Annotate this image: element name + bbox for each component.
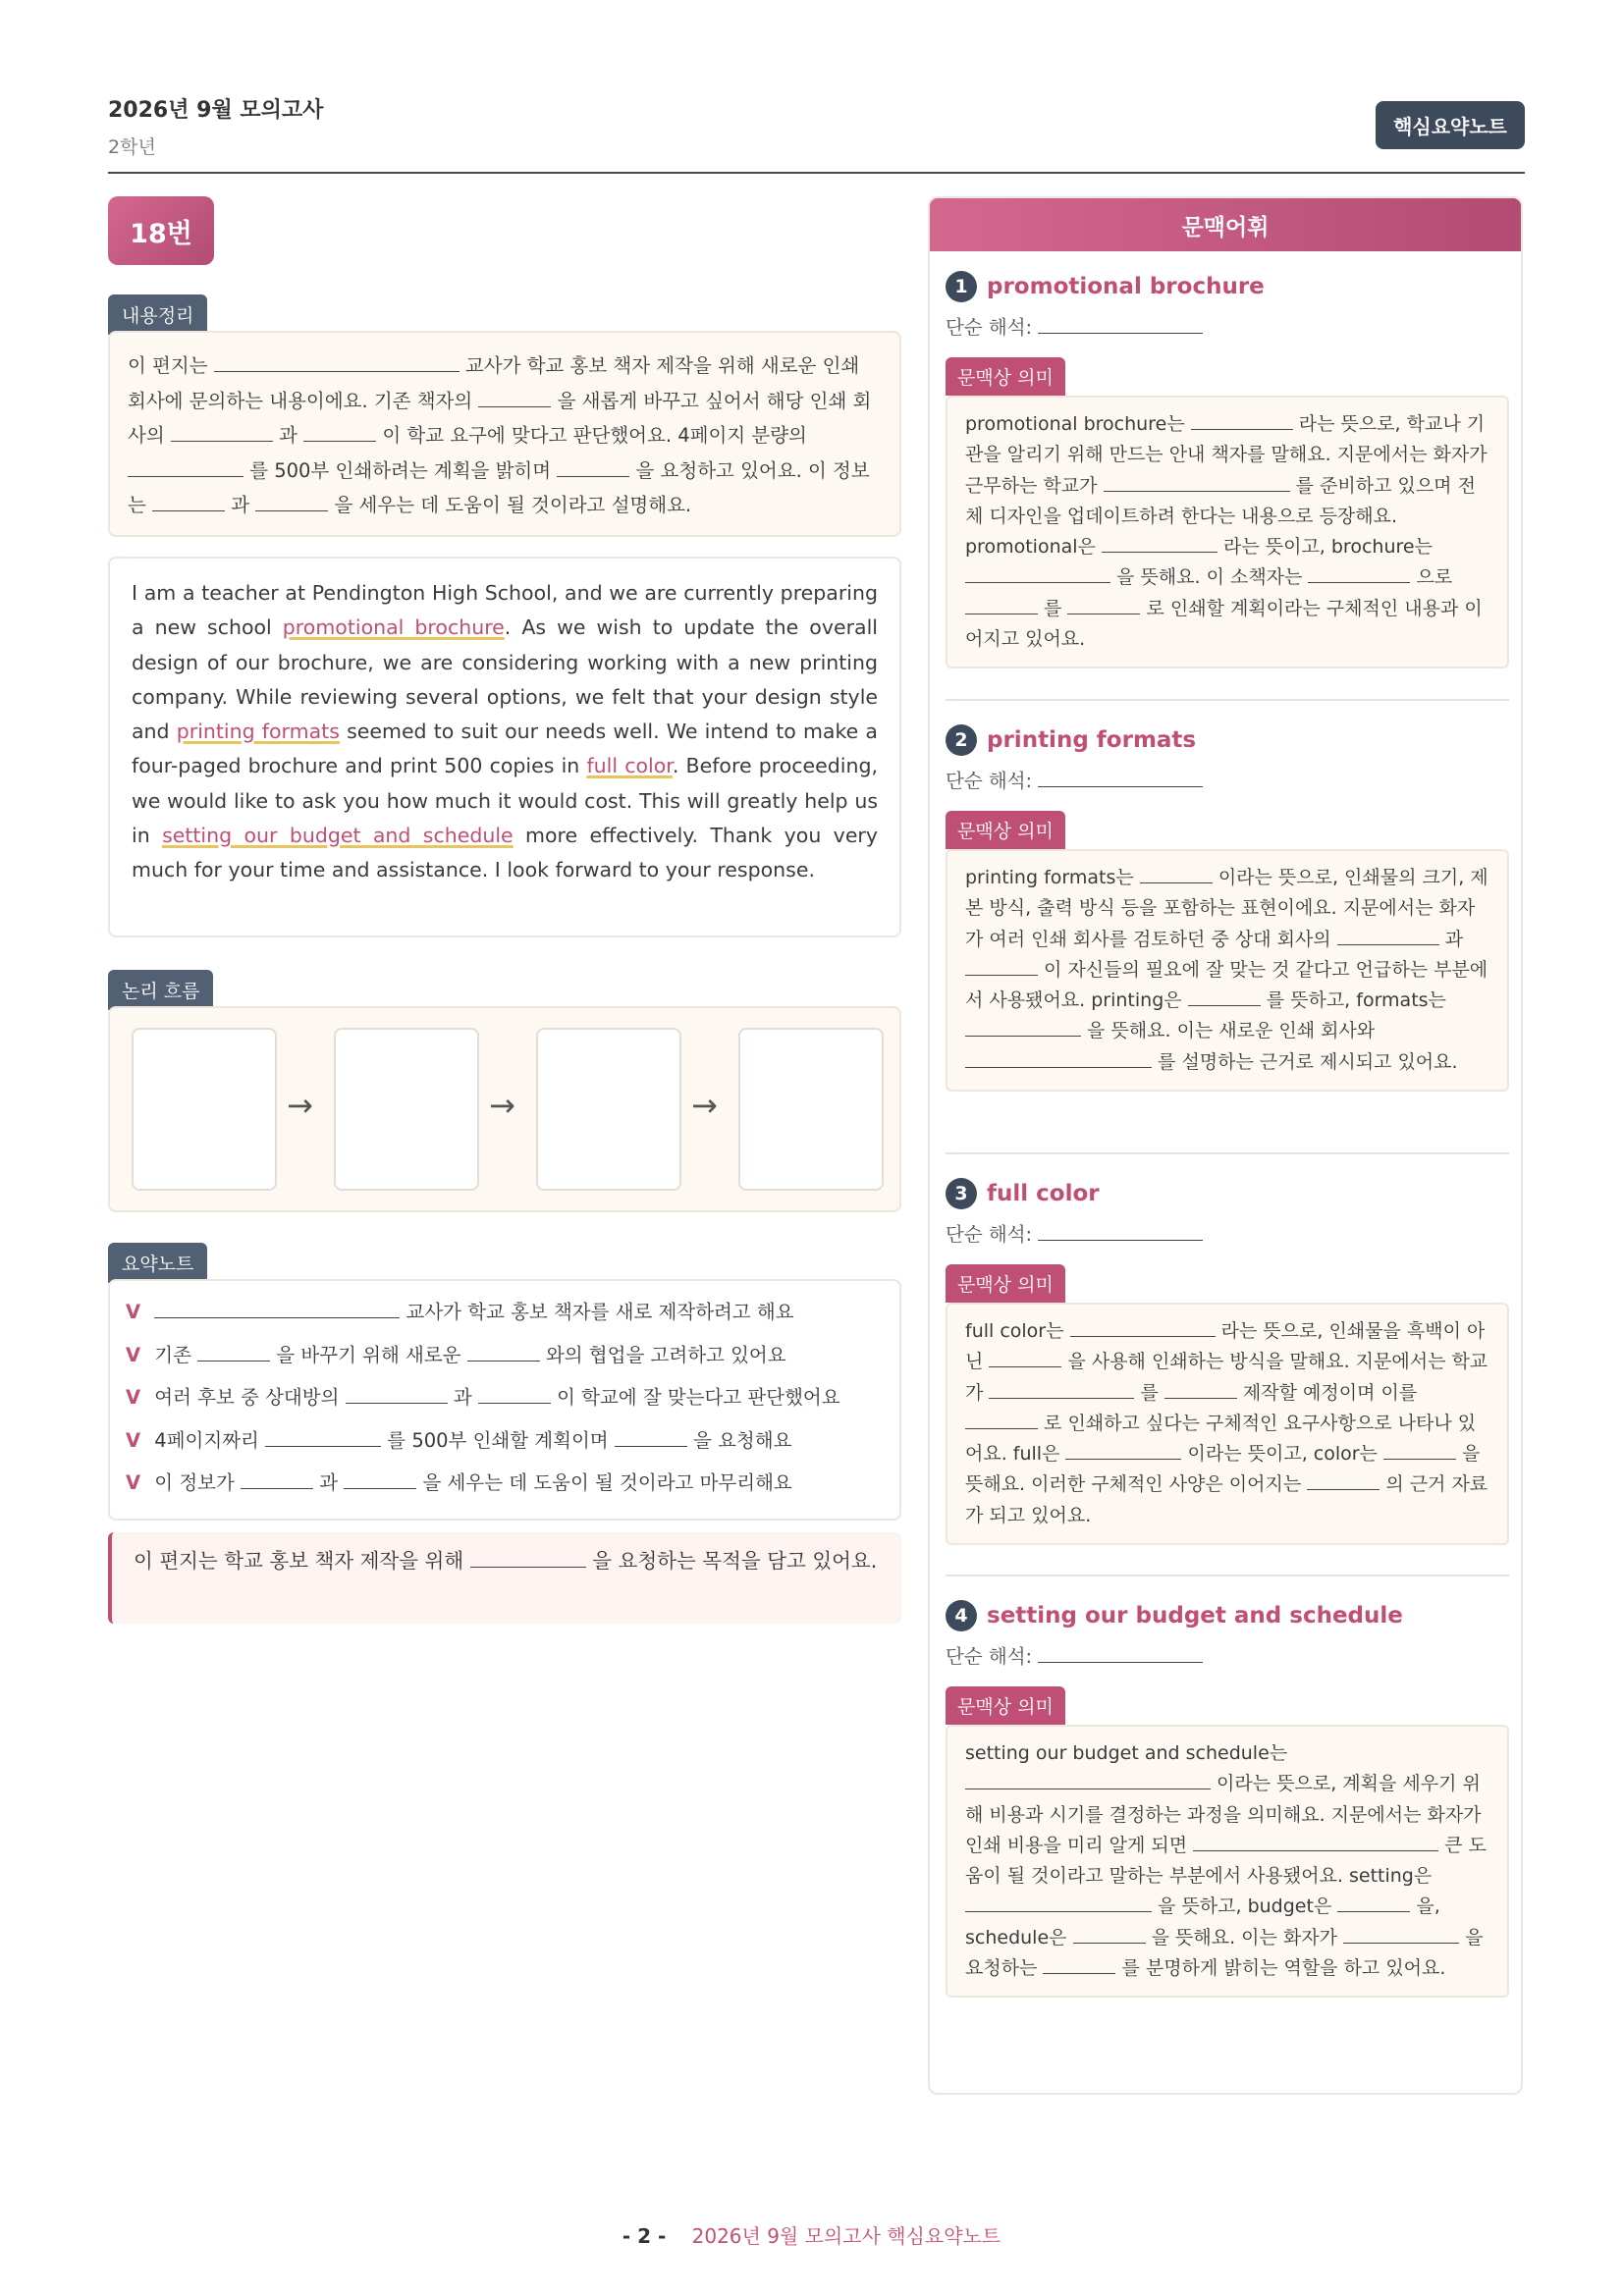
check-v-icon: V bbox=[126, 1428, 141, 1452]
divider bbox=[946, 699, 1509, 701]
answer-blank[interactable] bbox=[965, 564, 1110, 583]
note-text: 와의 협업을 고려하고 있어요 bbox=[545, 1343, 786, 1366]
check-v-icon: V bbox=[126, 1386, 141, 1410]
passage-text: seemed to suit our needs well. We intend to make a four-paged brochure and print 500 copies in bbox=[132, 720, 878, 778]
answer-blank[interactable] bbox=[1140, 865, 1213, 883]
context-meaning-label: 문맥상 의미 bbox=[946, 811, 1065, 849]
context-vocabulary-panel bbox=[928, 196, 1523, 2095]
answer-blank[interactable] bbox=[1038, 1222, 1203, 1242]
number-badge: 1 bbox=[946, 271, 977, 302]
highlighted-term: promotional brochure bbox=[282, 615, 505, 640]
summary-text: 이 편지는 bbox=[128, 354, 208, 377]
context-meaning-label: 문맥상 의미 bbox=[946, 1264, 1065, 1303]
answer-blank[interactable] bbox=[1383, 1441, 1456, 1460]
vocab-term-text: full color bbox=[987, 1181, 1100, 1206]
note-text: 과 bbox=[319, 1471, 339, 1495]
note-line bbox=[126, 1291, 884, 1334]
divider bbox=[946, 1152, 1509, 1154]
check-v-icon: V bbox=[126, 1343, 141, 1366]
purpose-text: 이 편지는 학교 홍보 책자 제작을 위해 bbox=[134, 1549, 464, 1573]
answer-blank[interactable] bbox=[965, 1411, 1038, 1429]
simple-translation bbox=[946, 312, 1509, 344]
answer-blank[interactable] bbox=[1038, 1644, 1203, 1664]
note-text: 이 학교에 잘 맞는다고 판단했어요 bbox=[557, 1386, 840, 1410]
answer-blank[interactable] bbox=[303, 423, 376, 443]
purpose-text: 을 요청하는 목적을 담고 있어요. bbox=[592, 1549, 878, 1573]
simple-translation-label: 단순 해석: bbox=[946, 1223, 1033, 1246]
exam-title: 2026년 9월 모의고사 bbox=[108, 98, 324, 123]
flow-step-card[interactable] bbox=[536, 1028, 681, 1191]
summary-text: 을 새롭게 바꾸고 싶어서 해당 인쇄 회사의 bbox=[128, 389, 872, 447]
ctx-text: 이라는 뜻이고, color는 bbox=[1187, 1443, 1378, 1466]
note-text: 4페이지짜리 bbox=[154, 1428, 259, 1452]
note-line bbox=[126, 1334, 884, 1377]
answer-blank[interactable] bbox=[241, 1470, 313, 1490]
context-meaning-box bbox=[946, 849, 1509, 1092]
passage-text: . As we wish to update the overall design of our brochure, we are considering working with a new printing company. While reviewing several options, we felt that your design style and bbox=[132, 615, 878, 744]
highlighted-term: setting our budget and schedule bbox=[162, 824, 514, 848]
answer-blank[interactable] bbox=[615, 1427, 687, 1447]
grade-label: 2학년 bbox=[108, 136, 156, 158]
note-text: 과 bbox=[453, 1386, 472, 1410]
ctx-text: 를 bbox=[1044, 597, 1062, 619]
ctx-text: 으로 bbox=[1416, 566, 1453, 589]
summary-note-badge: 핵심요약노트 bbox=[1376, 101, 1525, 149]
number-badge: 4 bbox=[946, 1600, 977, 1631]
answer-blank[interactable] bbox=[1104, 473, 1290, 492]
note-text: 기존 bbox=[154, 1343, 191, 1366]
ctx-text: 을, schedule은 bbox=[965, 1896, 1440, 1949]
answer-blank[interactable] bbox=[344, 1470, 416, 1490]
note-text: 을 세우는 데 도움이 될 것이라고 마무리해요 bbox=[422, 1471, 792, 1495]
note-text: 을 요청해요 bbox=[693, 1428, 792, 1452]
answer-blank[interactable] bbox=[989, 1380, 1134, 1399]
summary-section-label: 내용정리 bbox=[108, 294, 207, 335]
ctx-text: setting our budget and schedule는 bbox=[965, 1742, 1288, 1764]
ctx-text: 라는 뜻이고, brochure는 bbox=[1222, 536, 1433, 559]
answer-blank[interactable] bbox=[1070, 1318, 1216, 1337]
answer-blank[interactable] bbox=[255, 493, 328, 512]
check-v-icon: V bbox=[126, 1301, 141, 1323]
note-text: 교사가 학교 홍보 책자를 새로 제작하려고 해요 bbox=[406, 1301, 794, 1323]
reading-passage bbox=[108, 557, 901, 937]
ctx-text: 을 뜻하고, budget은 bbox=[1158, 1896, 1332, 1918]
summary-text: 이 학교 요구에 맞다고 판단했어요. 4페이지 분량의 bbox=[382, 424, 807, 447]
logic-flow-box bbox=[108, 1006, 901, 1212]
answer-blank[interactable] bbox=[265, 1427, 381, 1447]
context-vocabulary-title: 문맥어휘 bbox=[930, 198, 1521, 251]
answer-blank[interactable] bbox=[1038, 769, 1203, 788]
answer-blank[interactable] bbox=[478, 1385, 551, 1405]
answer-blank[interactable] bbox=[1043, 1955, 1115, 1974]
page-header bbox=[108, 93, 1525, 174]
ctx-text: 제작할 예정이며 이를 bbox=[1242, 1381, 1418, 1404]
ctx-text: 이 자신들의 필요에 잘 맞는 것 같다고 언급하는 부분에서 사용됐어요. printing은 bbox=[965, 958, 1488, 1012]
logic-flow-label: 논리 흐름 bbox=[108, 970, 213, 1010]
answer-blank[interactable] bbox=[965, 1049, 1152, 1068]
note-line bbox=[126, 1462, 884, 1505]
answer-blank[interactable] bbox=[1337, 1894, 1410, 1912]
answer-blank[interactable] bbox=[1038, 315, 1203, 335]
answer-blank[interactable] bbox=[478, 388, 551, 407]
vocab-term-text: setting our budget and schedule bbox=[987, 1603, 1403, 1629]
passage-text: I am a teacher at Pendington High School, and we are currently preparing a new school bbox=[132, 581, 878, 640]
highlighted-term: full color bbox=[586, 754, 673, 778]
summary-text: 교사가 학교 홍보 책자 제작을 위해 새로운 인쇄 회사에 문의하는 내용이에요. 기존 책자의 bbox=[128, 354, 860, 412]
vocab-item-1 bbox=[946, 269, 1509, 668]
flow-step-card[interactable] bbox=[334, 1028, 479, 1191]
flow-step-card[interactable] bbox=[738, 1028, 884, 1191]
vocab-item-2 bbox=[946, 722, 1509, 1092]
context-meaning-box bbox=[946, 1725, 1509, 1998]
answer-blank[interactable] bbox=[197, 1342, 270, 1362]
context-meaning-box bbox=[946, 396, 1509, 668]
answer-blank[interactable] bbox=[1073, 1925, 1146, 1944]
ctx-text: 라는 뜻으로, 인쇄물을 흑백이 아닌 bbox=[965, 1320, 1486, 1373]
content-summary-box bbox=[108, 331, 901, 537]
vocab-term-text: printing formats bbox=[987, 727, 1197, 753]
answer-blank[interactable] bbox=[152, 493, 225, 512]
ctx-text: 의 근거 자료가 되고 있어요. bbox=[965, 1473, 1488, 1526]
summary-text: 을 요청하고 있어요. 이 정보는 bbox=[128, 458, 870, 516]
answer-blank[interactable] bbox=[989, 1349, 1061, 1367]
simple-translation bbox=[946, 766, 1509, 797]
page-number: - 2 - bbox=[622, 2224, 667, 2248]
ctx-text: 를 뜻하고, formats는 bbox=[1266, 989, 1446, 1012]
number-badge: 2 bbox=[946, 724, 977, 756]
note-line bbox=[126, 1419, 884, 1463]
summary-notes-box bbox=[108, 1279, 901, 1521]
vocab-term bbox=[946, 1176, 1509, 1211]
ctx-text: 큰 도움이 될 것이라고 말하는 부분에서 사용됐어요. setting은 bbox=[965, 1834, 1487, 1888]
highlighted-term: printing formats bbox=[176, 720, 340, 744]
passage-text: . Before proceeding, we would like to ask you how much it would cost. This will greatly help us in bbox=[132, 754, 878, 848]
answer-blank[interactable] bbox=[214, 353, 460, 373]
ctx-text: 이라는 뜻으로, 인쇄물의 크기, 제본 방식, 출력 방식 등을 포함하는 표현이에요. 지문에서는 화자가 여러 인쇄 회사를 검토하던 중 상대 회사의 bbox=[965, 867, 1488, 950]
check-v-icon: V bbox=[126, 1471, 141, 1495]
ctx-text: 을 뜻해요. 이러한 구체적인 사양은 이어지는 bbox=[965, 1443, 1481, 1496]
answer-blank[interactable] bbox=[965, 957, 1038, 976]
answer-blank[interactable] bbox=[1164, 1380, 1237, 1399]
answer-blank[interactable] bbox=[154, 1300, 400, 1319]
vocab-term bbox=[946, 1598, 1509, 1633]
ctx-text: 을 뜻해요. 이 소책자는 bbox=[1116, 566, 1303, 589]
question-number-badge: 18번 bbox=[108, 196, 214, 265]
answer-blank[interactable] bbox=[171, 423, 273, 443]
vocab-item-3 bbox=[946, 1176, 1509, 1545]
summary-notes-label: 요약노트 bbox=[108, 1243, 207, 1283]
ctx-text: 과 bbox=[1444, 928, 1464, 950]
simple-translation bbox=[946, 1219, 1509, 1251]
context-meaning-label: 문맥상 의미 bbox=[946, 357, 1065, 396]
arrow-right-icon: → bbox=[489, 1087, 515, 1124]
arrow-right-icon: → bbox=[287, 1087, 313, 1124]
answer-blank[interactable] bbox=[467, 1342, 540, 1362]
ctx-text: 를 분명하게 밝히는 역할을 하고 있어요. bbox=[1121, 1957, 1446, 1980]
answer-blank[interactable] bbox=[128, 457, 243, 477]
answer-blank[interactable] bbox=[346, 1385, 448, 1405]
note-text: 을 바꾸기 위해 새로운 bbox=[276, 1343, 461, 1366]
answer-blank[interactable] bbox=[965, 1894, 1152, 1912]
context-meaning-label: 문맥상 의미 bbox=[946, 1686, 1065, 1725]
passage-text: more effectively. Thank you very much for your time and assistance. I look forward to your response. bbox=[132, 824, 878, 882]
ctx-text: 로 인쇄하고 싶다는 구체적인 요구사항으로 나타나 있어요. full은 bbox=[965, 1412, 1477, 1466]
vocab-item-4 bbox=[946, 1598, 1509, 1998]
ctx-text: 이라는 뜻으로, 계획을 세우기 위해 비용과 시기를 결정하는 과정을 의미해요. 지문에서는 화자가 인쇄 비용을 미리 알게 되면 bbox=[965, 1773, 1482, 1856]
answer-blank[interactable] bbox=[965, 596, 1038, 614]
note-line bbox=[126, 1376, 884, 1419]
answer-blank[interactable] bbox=[1191, 411, 1293, 430]
ctx-text: 를 준비하고 있으며 전체 디자인을 업데이트하려 한다는 내용으로 등장해요. promotional은 bbox=[965, 474, 1476, 559]
simple-translation-label: 단순 해석: bbox=[946, 770, 1033, 792]
answer-blank[interactable] bbox=[965, 1018, 1081, 1037]
flow-step-card[interactable] bbox=[132, 1028, 277, 1191]
answer-blank[interactable] bbox=[557, 457, 629, 477]
ctx-text: 을 뜻해요. 이는 화자가 bbox=[1151, 1926, 1337, 1949]
answer-blank[interactable] bbox=[1307, 1471, 1380, 1490]
vocab-term bbox=[946, 269, 1509, 304]
ctx-text: 을 뜻해요. 이는 새로운 인쇄 회사와 bbox=[1087, 1020, 1376, 1042]
answer-blank[interactable] bbox=[1067, 596, 1140, 614]
note-text: 여러 후보 중 상대방의 bbox=[154, 1386, 340, 1410]
answer-blank[interactable] bbox=[1308, 564, 1410, 583]
footer-title: 2026년 9월 모의고사 핵심요약노트 bbox=[691, 2224, 1001, 2248]
summary-text: 을 세우는 데 도움이 될 것이라고 설명해요. bbox=[334, 494, 692, 516]
summary-text: 과 bbox=[279, 424, 298, 447]
answer-blank[interactable] bbox=[470, 1548, 586, 1569]
answer-blank[interactable] bbox=[965, 1771, 1211, 1789]
purpose-statement bbox=[108, 1532, 901, 1624]
summary-text: 과 bbox=[231, 494, 250, 516]
simple-translation-label: 단순 해석: bbox=[946, 316, 1033, 339]
answer-blank[interactable] bbox=[1193, 1833, 1438, 1851]
note-text: 이 정보가 bbox=[154, 1471, 235, 1495]
ctx-text: 로 인쇄할 계획이라는 구체적인 내용과 이어지고 있어요. bbox=[965, 597, 1483, 651]
answer-blank[interactable] bbox=[1337, 927, 1439, 945]
simple-translation-label: 단순 해석: bbox=[946, 1645, 1033, 1668]
ctx-text: 을 사용해 인쇄하는 방식을 말해요. 지문에서는 학교가 bbox=[965, 1351, 1488, 1404]
answer-blank[interactable] bbox=[1102, 534, 1217, 553]
ctx-text: promotional brochure는 bbox=[965, 413, 1185, 435]
ctx-text: 라는 뜻으로, 학교나 기관을 알리기 위해 만드는 안내 책자를 말해요. 지문에서는 화자가 근무하는 학교가 bbox=[965, 413, 1488, 497]
answer-blank[interactable] bbox=[1343, 1925, 1459, 1944]
simple-translation bbox=[946, 1641, 1509, 1673]
vocab-term bbox=[946, 722, 1509, 758]
ctx-text: 을 요청하는 bbox=[965, 1926, 1484, 1980]
context-meaning-box bbox=[946, 1303, 1509, 1545]
ctx-text: 를 bbox=[1140, 1381, 1159, 1404]
answer-blank[interactable] bbox=[1188, 988, 1261, 1006]
ctx-text: printing formats는 bbox=[965, 867, 1134, 888]
number-badge: 3 bbox=[946, 1178, 977, 1209]
answer-blank[interactable] bbox=[1065, 1441, 1181, 1460]
arrow-right-icon: → bbox=[691, 1087, 718, 1124]
summary-text: 를 500부 인쇄하려는 계획을 밝히며 bbox=[249, 458, 552, 482]
vocab-term-text: promotional brochure bbox=[987, 274, 1265, 299]
note-text: 를 500부 인쇄할 계획이며 bbox=[387, 1428, 609, 1452]
ctx-text: full color는 bbox=[965, 1320, 1064, 1342]
divider bbox=[946, 1575, 1509, 1576]
page-footer bbox=[0, 2220, 1623, 2249]
ctx-text: 를 설명하는 근거로 제시되고 있어요. bbox=[1158, 1050, 1458, 1073]
